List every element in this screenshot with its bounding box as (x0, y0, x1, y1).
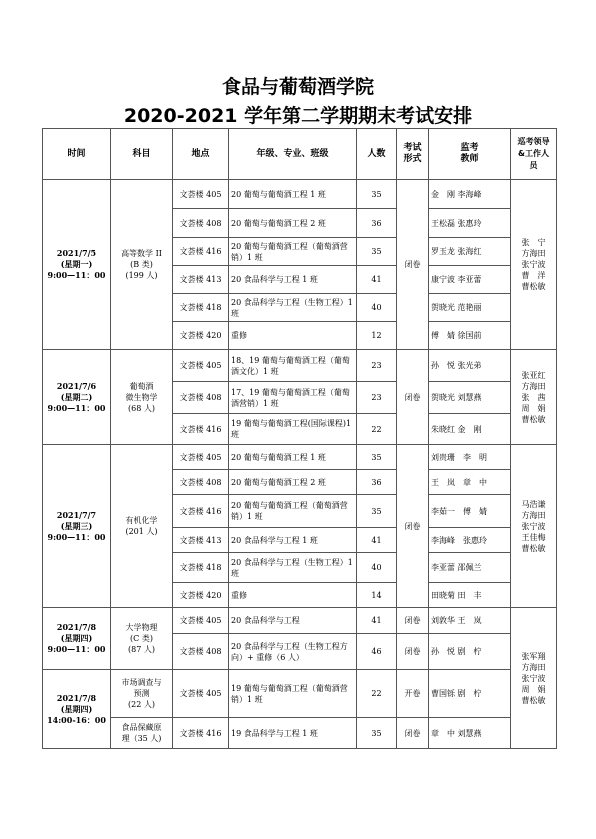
subject-line: (22 人) (128, 700, 155, 709)
leader-name: 方海田 (521, 381, 546, 391)
subject-cell (111, 670, 173, 718)
exam-time-cell (43, 670, 111, 749)
col-header-count: 人数 (357, 129, 397, 180)
invigilator-cell: 康宁波 李亚蕾 (429, 266, 511, 294)
exam-weekday: (星期二) (60, 391, 93, 402)
leader-name: 张宁波 (521, 673, 546, 683)
col-header-subject: 科目 (111, 129, 173, 180)
class-cell: 20 食品科学与工程（生物工程方向）+ 重修（6 人） (229, 634, 357, 670)
location-cell: 文荟楼 405 (173, 180, 229, 209)
location-cell: 文荟楼 416 (173, 238, 229, 266)
class-cell: 20 葡萄与葡萄酒工程 1 班 (229, 180, 357, 209)
location-cell: 文荟楼 420 (173, 583, 229, 608)
invigilator-cell: 李茹一 傅 婧 (429, 495, 511, 528)
invigilator-cell: 贺晓光 范艳丽 (429, 294, 511, 322)
class-cell: 20 食品科学与工程（生物工程）1 班 (229, 553, 357, 583)
exam-time-cell (43, 445, 111, 608)
location-cell: 文荟楼 408 (173, 470, 229, 495)
subject-cell (111, 608, 173, 670)
subject-cell (111, 718, 173, 749)
class-cell: 20 食品科学与工程 1 班 (229, 266, 357, 294)
count-cell: 41 (357, 266, 397, 294)
subject-line: 预测 (133, 689, 150, 698)
leader-name: 张亚红 (521, 370, 546, 380)
page-subtitle: 2020-2021 学年第二学期期末考试安排 (123, 105, 473, 127)
class-cell: 重修 (229, 583, 357, 608)
leader-name: 马浩谦 (521, 499, 546, 509)
table-row (43, 718, 557, 749)
subject-line: 理（35 人) (121, 734, 162, 743)
count-cell: 23 (357, 382, 397, 414)
exam-time-cell (43, 350, 111, 445)
class-cell: 19 葡萄与葡萄酒工程(国际课程)1 班 (229, 414, 357, 445)
invigilator-cell: 章 中 刘慧燕 (429, 718, 511, 749)
exam-weekday: (星期四) (60, 703, 93, 714)
class-cell: 重修 (229, 322, 357, 350)
exam-date: 2021/7/8 (56, 622, 97, 632)
subject-line: 有机化学 (125, 516, 158, 525)
invigilator-cell: 孙 悦 剧 柠 (429, 634, 511, 670)
leader-cell (511, 350, 557, 445)
exam-hours: 9:00—11：00 (47, 270, 106, 280)
leader-cell (511, 608, 557, 749)
format-cell: 闭卷 (397, 634, 429, 670)
invigilator-cell: 贺晓光 刘慧燕 (429, 382, 511, 414)
exam-hours: 9:00—11：00 (47, 644, 106, 654)
invigilator-cell: 李海峰 张惠玲 (429, 528, 511, 553)
leader-name: 张 宁 (521, 238, 546, 247)
class-cell: 20 葡萄与葡萄酒工程（葡萄酒营销）1 班 (229, 495, 357, 528)
invigilator-cell: 李亚蕾 邵佩兰 (429, 553, 511, 583)
count-cell: 35 (357, 238, 397, 266)
format-cell: 闭卷 (397, 718, 429, 749)
count-cell: 35 (357, 718, 397, 749)
location-cell: 文荟楼 405 (173, 445, 229, 470)
format-cell: 闭卷 (397, 445, 429, 608)
invigilator-cell: 罗玉龙 张海红 (429, 238, 511, 266)
class-cell: 20 食品科学与工程（生物工程）1 班 (229, 294, 357, 322)
col-header-format (397, 129, 429, 180)
exam-time-cell (43, 608, 111, 670)
class-cell: 18、19 葡萄与葡萄酒工程（葡萄酒文化）1 班 (229, 350, 357, 382)
table-row (43, 608, 557, 634)
col-header-invig-line: 监考 (460, 143, 479, 153)
invigilator-cell: 刘贵珊 李 明 (429, 445, 511, 470)
exam-date: 2021/7/8 (56, 692, 97, 703)
count-cell: 35 (357, 180, 397, 209)
col-header-format-line: 考试 (403, 143, 422, 153)
count-cell: 40 (357, 553, 397, 583)
count-cell: 23 (357, 350, 397, 382)
exam-hours: 9:00—11：00 (47, 402, 106, 413)
subject-line: (87 人) (128, 645, 155, 654)
subject-line: (68 人) (128, 403, 155, 413)
location-cell: 文荟楼 408 (173, 209, 229, 238)
count-cell: 41 (357, 608, 397, 634)
location-cell: 文荟楼 413 (173, 528, 229, 553)
invigilator-cell: 金 刚 李海峰 (429, 180, 511, 209)
count-cell: 12 (357, 322, 397, 350)
leader-cell (511, 180, 557, 350)
subject-cell (111, 445, 173, 608)
count-cell: 35 (357, 495, 397, 528)
table-row (43, 445, 557, 470)
class-cell: 20 葡萄与葡萄酒工程（葡萄酒营销）1 班 (229, 238, 357, 266)
col-header-lead-line: &工作人 (518, 149, 549, 158)
exam-time-cell (43, 180, 111, 350)
class-cell: 19 葡萄与葡萄酒工程（葡萄酒营销）1 班 (229, 670, 357, 718)
subject-line: 葡萄酒 (129, 381, 154, 391)
leader-name: 方海田 (521, 662, 546, 672)
invigilator-cell: 田晓菊 田 丰 (429, 583, 511, 608)
leader-name: 张宁波 (521, 521, 546, 531)
location-cell: 文荟楼 418 (173, 294, 229, 322)
invigilator-cell: 傅 婧 徐国前 (429, 322, 511, 350)
exam-date: 2021/7/5 (56, 248, 97, 258)
count-cell: 14 (357, 583, 397, 608)
leader-name: 王佳梅 (521, 532, 546, 542)
invigilator-cell: 孙 悦 张光弟 (429, 350, 511, 382)
count-cell: 36 (357, 209, 397, 238)
page-title: 食品与葡萄酒学院 (221, 76, 374, 98)
leader-name: 周 娟 (521, 403, 546, 413)
exam-schedule-table (42, 128, 557, 749)
leader-name: 张宁波 (521, 260, 546, 269)
invigilator-cell: 刘敦华 王 岚 (429, 608, 511, 634)
invigilator-cell: 王 岚 章 中 (429, 470, 511, 495)
count-cell: 35 (357, 445, 397, 470)
count-cell: 22 (357, 414, 397, 445)
subject-line: 市场调查与 (121, 678, 162, 687)
leader-name: 方海田 (521, 510, 546, 520)
leader-name: 曹 洋 (521, 271, 546, 280)
subject-line: (201 人) (125, 527, 158, 536)
col-header-lead-line: 员 (529, 161, 538, 170)
exam-date: 2021/7/6 (56, 380, 97, 391)
location-cell: 文荟楼 420 (173, 322, 229, 350)
location-cell: 文荟楼 418 (173, 553, 229, 583)
leader-cell (511, 445, 557, 608)
leader-name: 张军翔 (521, 651, 546, 661)
class-cell: 20 葡萄与葡萄酒工程 2 班 (229, 209, 357, 238)
class-cell: 20 葡萄与葡萄酒工程 2 班 (229, 470, 357, 495)
location-cell: 文荟楼 408 (173, 634, 229, 670)
count-cell: 22 (357, 670, 397, 718)
leader-name: 曹松敏 (521, 543, 546, 553)
count-cell: 36 (357, 470, 397, 495)
location-cell: 文荟楼 405 (173, 350, 229, 382)
location-cell: 文荟楼 405 (173, 670, 229, 718)
exam-weekday: (星期四) (60, 633, 93, 643)
location-cell: 文荟楼 405 (173, 608, 229, 634)
invigilator-cell: 朱晓红 金 刚 (429, 414, 511, 445)
exam-date: 2021/7/7 (56, 509, 97, 520)
col-header-time: 时间 (43, 129, 111, 180)
location-cell: 文荟楼 416 (173, 718, 229, 749)
col-header-invig-line: 教师 (460, 154, 479, 164)
table-row (43, 670, 557, 718)
invigilator-cell: 王松磊 张惠玲 (429, 209, 511, 238)
exam-weekday: (星期三) (60, 520, 93, 531)
col-header-class: 年级、专业、班级 (229, 129, 357, 180)
subject-cell (111, 350, 173, 445)
subject-cell (111, 180, 173, 350)
subject-line: 大学物理 (125, 623, 158, 632)
leader-name: 方海田 (521, 249, 546, 258)
format-cell: 开卷 (397, 670, 429, 718)
col-header-format-line: 形式 (403, 154, 422, 164)
class-cell: 19 食品科学与工程 1 班 (229, 718, 357, 749)
location-cell: 文荟楼 416 (173, 414, 229, 445)
leader-name: 曹松敏 (521, 282, 546, 291)
class-cell: 20 食品科学与工程 1 班 (229, 528, 357, 553)
subject-line: (C 类) (130, 634, 153, 643)
format-cell: 闭卷 (397, 350, 429, 445)
count-cell: 40 (357, 294, 397, 322)
location-cell: 文荟楼 413 (173, 266, 229, 294)
subject-line: 微生物学 (125, 392, 158, 402)
col-header-invigilator (429, 129, 511, 180)
exam-hours: 14:00-16：00 (47, 714, 106, 725)
class-cell: 20 葡萄与葡萄酒工程 1 班 (229, 445, 357, 470)
leader-name: 曹松敏 (521, 695, 546, 705)
table-row (43, 350, 557, 382)
subject-line: 食品保藏原 (121, 723, 162, 732)
exam-weekday: (星期一) (60, 259, 93, 269)
class-cell: 17、19 葡萄与葡萄酒工程（葡萄酒营销）1 班 (229, 382, 357, 414)
leader-name: 曹松敏 (521, 414, 546, 424)
col-header-location: 地点 (173, 129, 229, 180)
count-cell: 41 (357, 528, 397, 553)
count-cell: 46 (357, 634, 397, 670)
location-cell: 文荟楼 416 (173, 495, 229, 528)
subject-line: (199 人) (125, 271, 158, 280)
col-header-lead-line: 巡考领导 (517, 137, 550, 146)
table-row (43, 180, 557, 209)
col-header-leader (511, 129, 557, 180)
subject-line: 高等数学 II (121, 249, 162, 258)
leader-name: 周 娟 (521, 684, 546, 694)
class-cell: 20 食品科学与工程 (229, 608, 357, 634)
invigilator-cell: 曹国铄 剧 柠 (429, 670, 511, 718)
exam-hours: 9:00—11：00 (47, 531, 106, 542)
subject-line: (B 类) (130, 260, 153, 269)
location-cell: 文荟楼 408 (173, 382, 229, 414)
format-cell: 闭卷 (397, 608, 429, 634)
header-row (43, 129, 557, 180)
leader-name: 张 茜 (521, 392, 546, 402)
format-cell: 闭卷 (397, 180, 429, 350)
